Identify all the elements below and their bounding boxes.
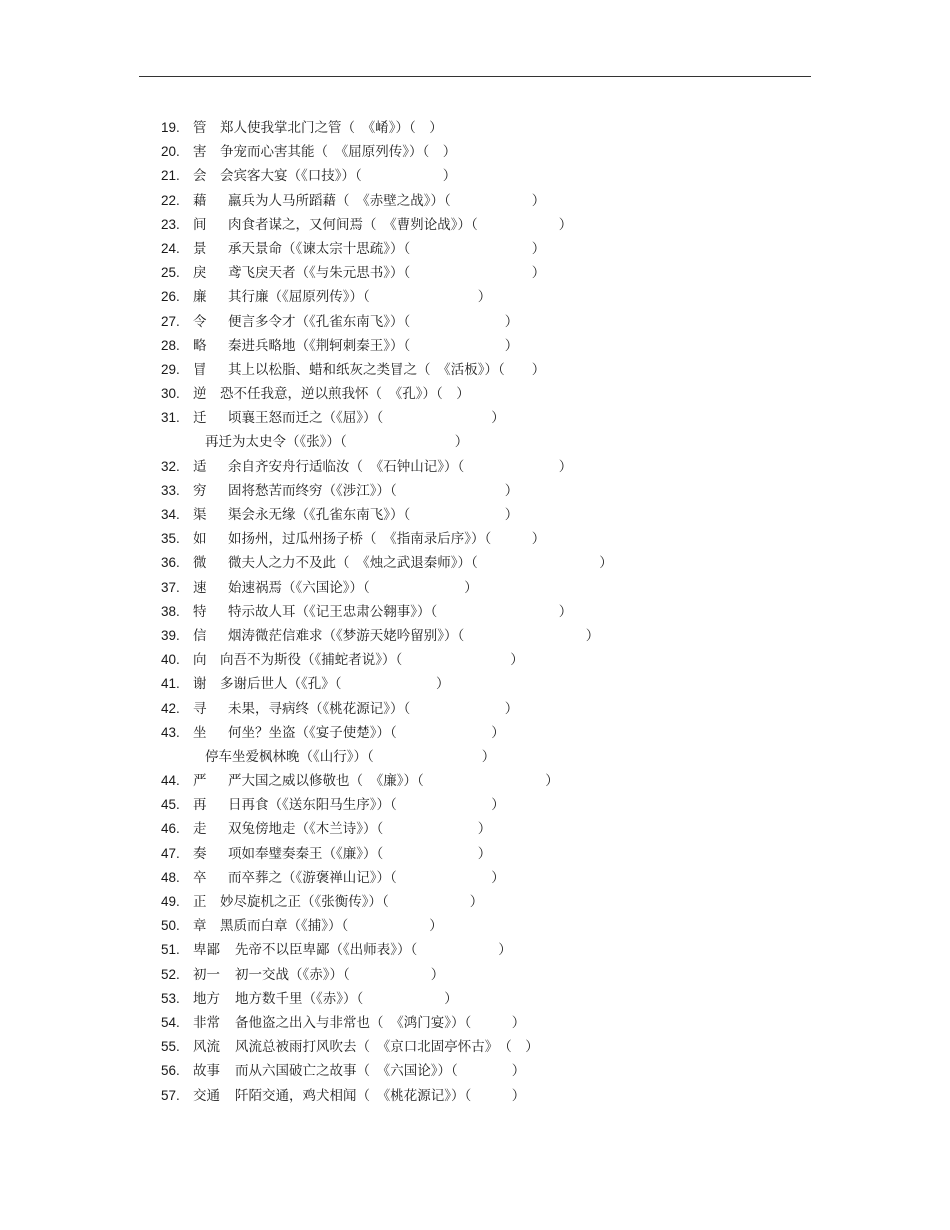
item-number: 30. [161, 386, 180, 402]
exercise-item [0, 1035, 950, 1059]
exercise-item [0, 237, 950, 261]
exercise-item [0, 310, 950, 334]
key-word: 谢 [193, 676, 207, 693]
exercise-item [0, 914, 950, 938]
item-number: 19. [161, 120, 180, 135]
exercise-item [0, 842, 950, 866]
exercise-item [0, 769, 950, 793]
example-sentence: 始速祸焉（《六国论》）（ ） [228, 579, 478, 596]
key-word: 害 [193, 144, 207, 161]
example-sentence: 未果，寻病终（《桃花源记》）（ ） [228, 700, 519, 717]
example-sentence: 妙尽旋机之正（《张衡传》）（ ） [220, 894, 484, 910]
example-sentence: 双兔傍地走（《木兰诗》）（ ） [228, 821, 492, 838]
key-word: 会 [193, 168, 207, 185]
item-number: 42. [161, 700, 180, 716]
exercise-item [0, 503, 950, 527]
example-sentence: 顷襄王怒而迁之（《屈》）（ ） [228, 410, 505, 427]
item-number: 51. [161, 942, 180, 958]
key-word: 适 [193, 458, 207, 475]
exercise-item [0, 672, 950, 696]
example-sentence: 郑人使我掌北门之管（ 《崤》）（ ） [220, 120, 443, 136]
item-number: 20. [161, 144, 180, 160]
exercise-item [0, 600, 950, 624]
key-word: 卒 [193, 869, 207, 886]
example-sentence: 特示故人耳（《记王忠肃公翱事》）（ ） [228, 603, 573, 620]
item-number: 25. [161, 265, 180, 281]
key-word: 逆 [193, 386, 207, 403]
example-sentence: 其行廉（《屈原列传》）（ ） [228, 289, 492, 306]
exercise-item [0, 866, 950, 890]
key-word: 严 [193, 773, 207, 790]
item-number: 55. [161, 1039, 180, 1055]
item-number: 34. [161, 507, 180, 522]
item-number: 33. [161, 482, 180, 498]
key-word: 地方 [193, 990, 220, 1007]
exercise-item [0, 140, 950, 164]
example-sentence: 承天景命（《谏太宗十思疏》）（ ） [228, 240, 546, 257]
item-number: 24. [161, 240, 180, 256]
exercise-item [0, 817, 950, 841]
item-number: 37. [161, 579, 180, 595]
item-number: 52. [161, 966, 180, 982]
exercise-item [0, 551, 950, 575]
example-sentence: 再迁为太史令（《张》）（ ） [205, 434, 469, 451]
exercise-item [0, 455, 950, 479]
exercise-item [0, 285, 950, 309]
example-sentence: 而卒葬之（《游褒禅山记》）（ ） [228, 869, 505, 886]
key-word: 坐 [193, 724, 207, 741]
exercise-item [0, 527, 950, 551]
item-number: 31. [161, 410, 180, 426]
item-number: 48. [161, 869, 180, 885]
example-sentence: 项如奉璧奏秦王（《廉》）（ ） [228, 845, 492, 862]
key-word: 再 [193, 797, 207, 814]
exercise-item [0, 721, 950, 745]
example-sentence: 严大国之威以修敬也（ 《廉》）（ ） [228, 773, 559, 790]
example-sentence: 便言多令才（《孔雀东南飞》）（ ） [228, 313, 519, 330]
exercise-item [0, 938, 950, 962]
exercise-item [0, 648, 950, 672]
key-word: 走 [193, 821, 207, 838]
example-sentence: 多谢后世人（《孔》（ ） [220, 676, 450, 693]
exercise-item [0, 213, 950, 237]
item-number: 39. [161, 627, 180, 643]
key-word: 寻 [193, 700, 207, 717]
example-sentence: 肉食者谋之，又何间焉（ 《曹刿论战》）（ ） [228, 216, 573, 233]
item-number: 54. [161, 1014, 180, 1030]
example-sentence: 秦进兵略地（《荆轲刺秦王》）（ ） [228, 337, 519, 354]
item-number: 44. [161, 773, 180, 789]
key-word: 正 [193, 894, 207, 910]
item-number: 26. [161, 289, 180, 305]
exercise-item [0, 382, 950, 406]
key-word: 故事 [193, 1063, 220, 1080]
key-word: 非常 [193, 1014, 220, 1031]
item-number: 35. [161, 531, 180, 547]
example-sentence: 烟涛微茫信难求（《梦游天姥吟留别》）（ ） [228, 627, 600, 644]
key-word: 向 [193, 652, 207, 669]
exercise-item [0, 987, 950, 1011]
item-number: 28. [161, 337, 180, 353]
exercise-item [0, 963, 950, 987]
key-word: 交通 [193, 1087, 220, 1104]
key-word: 微 [193, 555, 207, 572]
example-sentence: 鸢飞戾天者（《与朱元思书》）（ ） [228, 265, 546, 282]
item-number: 43. [161, 724, 180, 740]
exercise-item [0, 576, 950, 600]
item-number: 21. [161, 168, 180, 184]
key-word: 间 [193, 216, 207, 233]
example-sentence: 黑质而白章（《捕》）（ ） [220, 918, 443, 935]
exercise-item [0, 406, 950, 430]
exercise-item [0, 793, 950, 817]
exercise-item-continuation [0, 430, 950, 454]
example-sentence: 余自齐安舟行适临汝（ 《石钟山记》）（ ） [228, 458, 573, 475]
example-sentence: 地方数千里（《赤》）（ ） [235, 990, 458, 1007]
exercise-item [0, 116, 950, 140]
key-word: 信 [193, 627, 207, 644]
item-number: 50. [161, 918, 180, 934]
example-sentence: 如扬州，过瓜州扬子桥（ 《指南录后序》）（ ） [228, 531, 546, 548]
item-number: 32. [161, 458, 180, 474]
exercise-item [0, 358, 950, 382]
item-number: 45. [161, 797, 180, 813]
example-sentence: 何坐？坐盗（《宴子使楚》）（ ） [228, 724, 505, 741]
example-sentence: 微夫人之力不及此（ 《烛之武退秦师》）（ ） [228, 555, 613, 572]
item-number: 36. [161, 555, 180, 571]
exercise-item [0, 624, 950, 648]
key-word: 速 [193, 579, 207, 596]
header-rule [139, 76, 811, 77]
example-sentence: 恐不任我意，逆以煎我怀（ 《孔》）（ ） [220, 386, 470, 403]
exercise-item [0, 164, 950, 188]
example-sentence: 而从六国破亡之故事（ 《六国论》）（ ） [235, 1063, 526, 1080]
item-number: 29. [161, 361, 180, 377]
example-sentence: 会宾客大宴（《口技》）（ ） [220, 168, 457, 185]
key-word: 特 [193, 603, 207, 620]
example-sentence: 争宠而心害其能（ 《屈原列传》）（ ） [220, 144, 457, 161]
item-number: 49. [161, 894, 180, 909]
example-sentence: 向吾不为斯役（《捕蛇者说》）（ ） [220, 652, 524, 669]
exercise-item [0, 1084, 950, 1108]
example-sentence: 固将愁苦而终穷（《涉江》）（ ） [228, 482, 519, 499]
exercise-item [0, 1011, 950, 1035]
key-word: 渠 [193, 507, 207, 523]
item-number: 40. [161, 652, 180, 668]
key-word: 戾 [193, 265, 207, 282]
example-sentence: 其上以松脂、蜡和纸灰之类冒之（ 《活板》）（ ） [228, 361, 546, 378]
example-sentence: 阡陌交通，鸡犬相闻（ 《桃花源记》）（ ） [235, 1087, 526, 1104]
exercise-item [0, 334, 950, 358]
key-word: 迁 [193, 410, 207, 427]
example-sentence: 风流总被雨打风吹去（ 《京口北固亭怀古》 （ ） [235, 1039, 539, 1056]
item-number: 53. [161, 990, 180, 1006]
key-word: 藉 [193, 192, 207, 209]
item-number: 47. [161, 845, 180, 861]
exercise-item [0, 1059, 950, 1083]
key-word: 略 [193, 337, 207, 354]
item-number: 27. [161, 313, 180, 329]
exercise-list [0, 116, 950, 1108]
item-number: 56. [161, 1063, 180, 1079]
item-number: 46. [161, 821, 180, 837]
example-sentence: 停车坐爱枫林晚（《山行》）（ ） [205, 748, 496, 765]
key-word: 章 [193, 918, 207, 935]
exercise-item [0, 189, 950, 213]
key-word: 穷 [193, 482, 207, 499]
key-word: 卑鄙 [193, 942, 220, 959]
item-number: 38. [161, 603, 180, 619]
item-number: 41. [161, 676, 180, 692]
key-word: 初一 [193, 966, 220, 983]
key-word: 如 [193, 531, 207, 548]
example-sentence: 初一交战（《赤》）（ ） [235, 966, 445, 983]
exercise-item-continuation [0, 745, 950, 769]
key-word: 景 [193, 240, 207, 257]
example-sentence: 先帝不以臣卑鄙（《出师表》）（ ） [235, 942, 512, 959]
exercise-item [0, 890, 950, 914]
item-number: 57. [161, 1087, 180, 1103]
key-word: 风流 [193, 1039, 220, 1056]
item-number: 22. [161, 192, 180, 208]
key-word: 管 [193, 120, 207, 136]
example-sentence: 备他盗之出入与非常也（ 《鸿门宴》）（ ） [235, 1014, 526, 1031]
key-word: 令 [193, 313, 207, 330]
example-sentence: 渠会永无缘（《孔雀东南飞》）（ ） [228, 507, 519, 523]
example-sentence: 日再食（《送东阳马生序》）（ ） [228, 797, 505, 814]
exercise-item [0, 479, 950, 503]
exercise-item [0, 697, 950, 721]
key-word: 廉 [193, 289, 207, 306]
example-sentence: 羸兵为人马所蹈藉（ 《赤壁之战》）（ ） [228, 192, 546, 209]
exercise-item [0, 261, 950, 285]
item-number: 23. [161, 216, 180, 232]
key-word: 奏 [193, 845, 207, 862]
key-word: 冒 [193, 361, 207, 378]
